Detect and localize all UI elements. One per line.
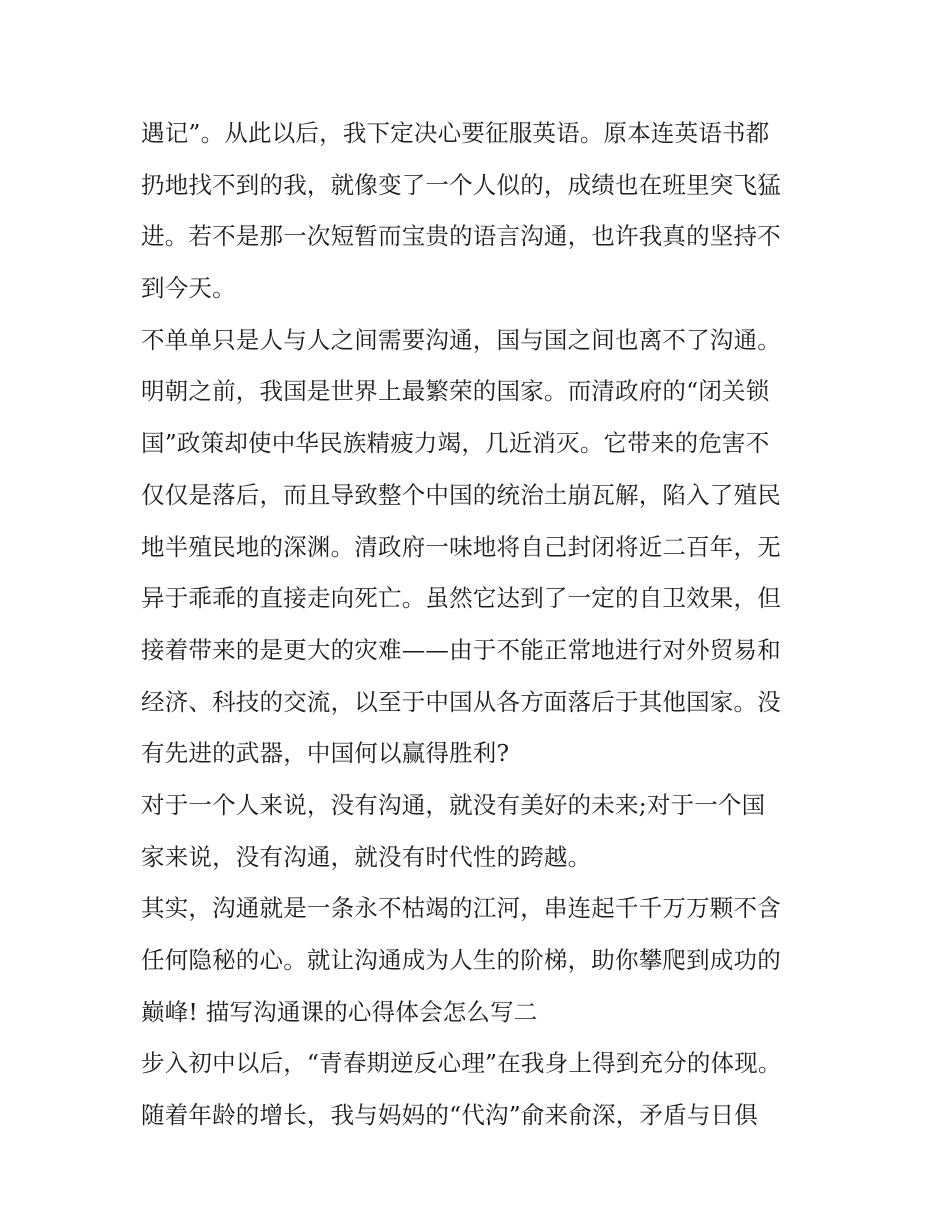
- text-line: 到今天。: [141, 274, 236, 303]
- text-line: 扔地找不到的我，就像变了一个人似的，成绩也在班里突飞猛: [141, 170, 781, 199]
- document-body: [141, 108, 831, 1142]
- text-line: 有先进的武器，中国何以赢得胜利?: [141, 739, 510, 768]
- text-line: 不单单只是人与人之间需要沟通，国与国之间也离不了沟通。: [141, 325, 781, 354]
- text-line: 地半殖民地的深渊。清政府一味地将自己封闭将近二百年，无: [141, 532, 781, 561]
- text-line: 步入初中以后，“青春期逆反心理”在我身上得到充分的体现。: [141, 1049, 782, 1078]
- text-line: 其实，沟通就是一条永不枯竭的江河，串连起千千万万颗不含: [141, 894, 781, 923]
- text-line: 家来说，没有沟通，就没有时代性的跨越。: [141, 842, 592, 871]
- text-line: 对于一个人来说，没有沟通，就没有美好的未来;对于一个国: [141, 790, 766, 819]
- text-line: 遇记”。从此以后，我下定决心要征服英语。原本连英语书都: [141, 119, 770, 147]
- text-line: 任何隐秘的心。就让沟通成为人生的阶梯，助你攀爬到成功的: [141, 946, 781, 974]
- text-line: 随着年龄的增长，我与妈妈的“代沟”俞来俞深，矛盾与日俱: [141, 1101, 758, 1130]
- text-line: 接着带来的是更大的灾难——由于不能正常地进行对外贸易和: [141, 635, 781, 664]
- text-line: 明朝之前，我国是世界上最繁荣的国家。而清政府的“闭关锁: [141, 377, 770, 406]
- text-line: 进。若不是那一次短暂而宝贵的语言沟通，也许我真的坚持不: [141, 222, 781, 251]
- text-line: 巅峰! 描写沟通课的心得体会怎么写二: [141, 997, 538, 1026]
- text-line: 经济、科技的交流，以至于中国从各方面落后于其他国家。没: [141, 687, 781, 716]
- text-line: 国”政策却使中华民族精疲力竭，几近消灭。它带来的危害不: [141, 429, 770, 458]
- text-line: 异于乖乖的直接走向死亡。虽然它达到了一定的自卫效果，但: [141, 584, 781, 613]
- text-line: 仅仅是落后，而且导致整个中国的统治土崩瓦解，陷入了殖民: [141, 480, 781, 509]
